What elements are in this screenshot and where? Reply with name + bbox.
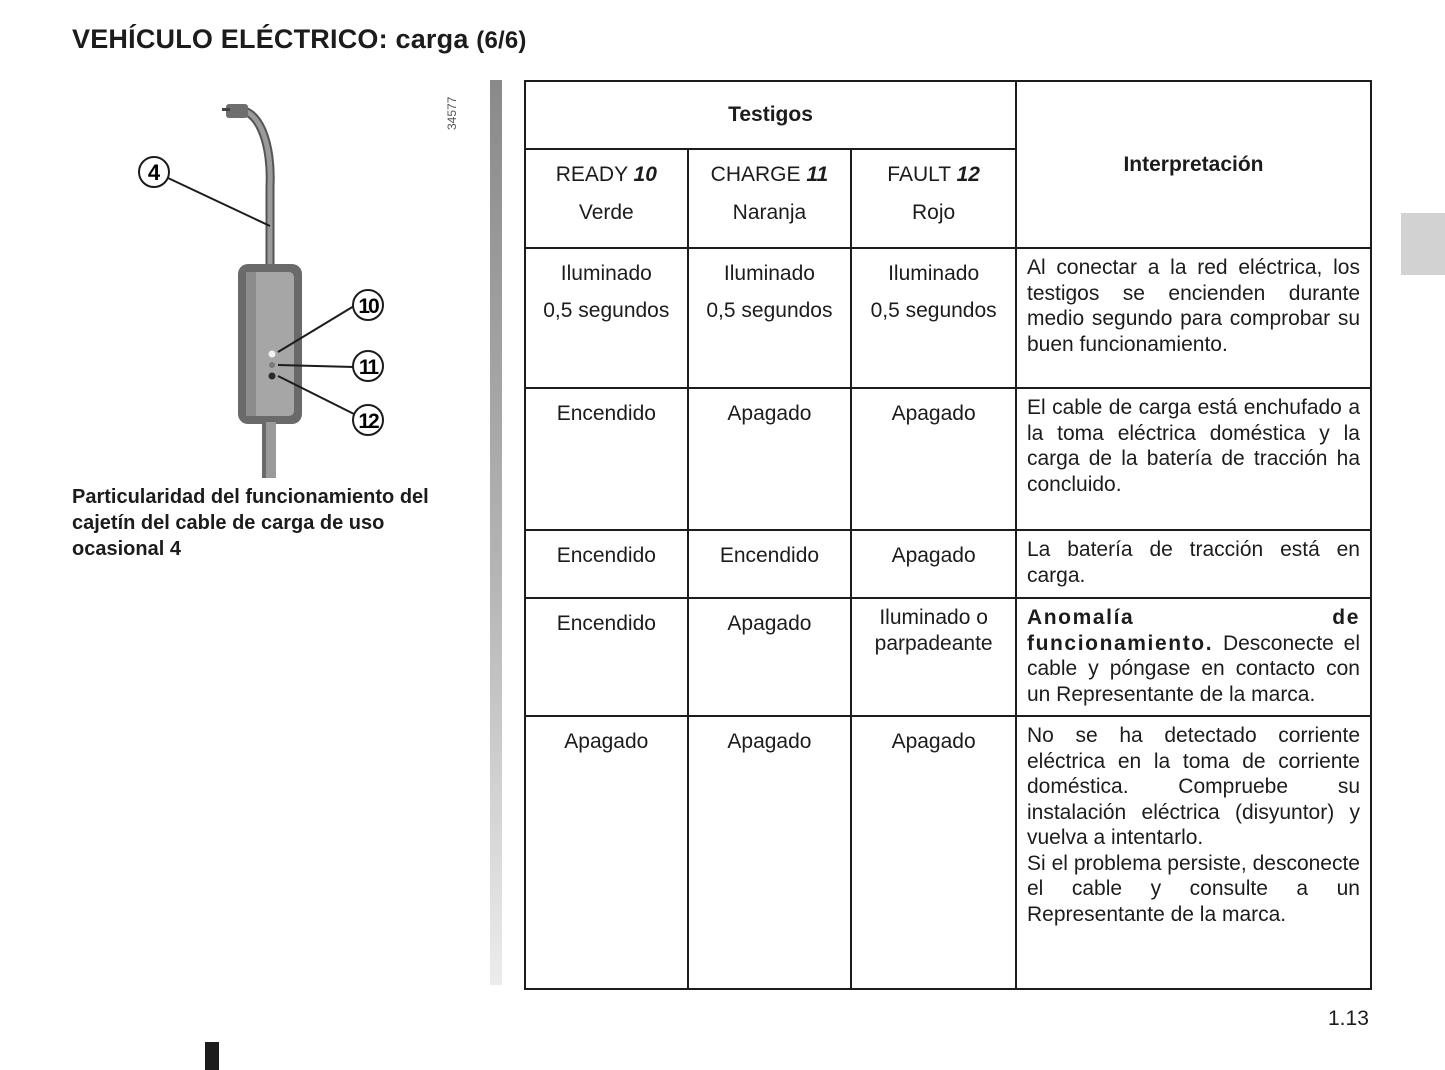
figure-id: 34577 [445, 96, 459, 130]
cell-charge: Apagado [688, 598, 852, 716]
table-header-row [525, 81, 1371, 149]
svg-text:11: 11 [358, 356, 378, 379]
cell-interpretation: El cable de carga está enchufado a la toma eléctrica doméstica y la carga de la batería de tracción ha concluido. [1016, 388, 1371, 530]
cell-ready: Iluminado 0,5 segundos [525, 248, 688, 388]
page-number: 1.13 [1328, 1007, 1369, 1030]
fault-led [269, 373, 276, 380]
table-row [525, 716, 1371, 989]
cell-fault: Apagado [851, 388, 1016, 530]
cell-fault: Iluminado 0,5 segundos [851, 248, 1016, 388]
cell-ready: Encendido [525, 530, 688, 598]
svg-text:12: 12 [358, 410, 378, 433]
cell-fault: Apagado [851, 530, 1016, 598]
table-row [525, 530, 1371, 598]
page-title-suffix: (6/6) [476, 27, 527, 54]
cell-charge: Apagado [688, 716, 852, 989]
chapter-tab [1401, 213, 1445, 275]
header-fault: FAULT 12 Rojo [851, 149, 1016, 248]
section-divider-bar [490, 80, 502, 985]
cell-interpretation: La batería de tracción está en carga. [1016, 530, 1371, 598]
ready-led [269, 351, 276, 358]
charge-led [269, 362, 275, 368]
svg-text:10: 10 [358, 295, 378, 318]
callout-12 [353, 405, 383, 435]
cell-ready: Encendido [525, 598, 688, 716]
cell-ready: Apagado [525, 716, 688, 989]
warning-lights-table [524, 80, 1372, 990]
cell-interpretation: No se ha detectado corriente eléctrica en la toma de corriente doméstica. Compruebe su instalación eléctrica (disyuntor) y vuelva a intentarlo. Si el problema persiste, desconecte el cable y consulte a un Representante de la marca. [1016, 716, 1371, 989]
header-testigos: Testigos [525, 81, 1016, 149]
cell-fault: Iluminado o parpadeante [851, 598, 1016, 716]
callout-10 [353, 290, 383, 320]
cell-ready: Encendido [525, 388, 688, 530]
print-mark [205, 1042, 219, 1070]
cell-charge: Apagado [688, 388, 852, 530]
cell-charge: Iluminado 0,5 segundos [688, 248, 852, 388]
header-ready: READY 10 Verde [525, 149, 688, 248]
charging-cable-box-illustration [110, 86, 480, 478]
svg-text:4: 4 [147, 160, 161, 185]
anomaly-label: Anomalía de funcionamiento. [1026, 606, 1360, 655]
cell-charge: Encendido [688, 530, 852, 598]
page-title-text: VEHÍCULO ELÉCTRICO: carga [72, 24, 469, 54]
table-row [525, 598, 1371, 716]
cell-fault: Apagado [851, 716, 1016, 989]
cell-interpretation: Al conectar a la red eléctrica, los testigos se encienden durante medio segundo para comprobar su buen funcionamiento. [1016, 248, 1371, 388]
figure-caption: Particularidad del funcionamiento del cajetín del cable de carga de uso ocasional 4 [72, 486, 429, 560]
page-title [72, 24, 527, 55]
table-row [525, 248, 1371, 388]
callout-11 [353, 351, 383, 381]
cell-interpretation: Anomalía de funcionamiento. Desconecte el cable y póngase en contacto con un Representante de la marca. [1016, 598, 1371, 716]
table-row [525, 388, 1371, 530]
callout-4 [139, 157, 169, 187]
header-charge: CHARGE 11 Naranja [688, 149, 852, 248]
header-interpretacion: Interpretación [1016, 81, 1371, 248]
